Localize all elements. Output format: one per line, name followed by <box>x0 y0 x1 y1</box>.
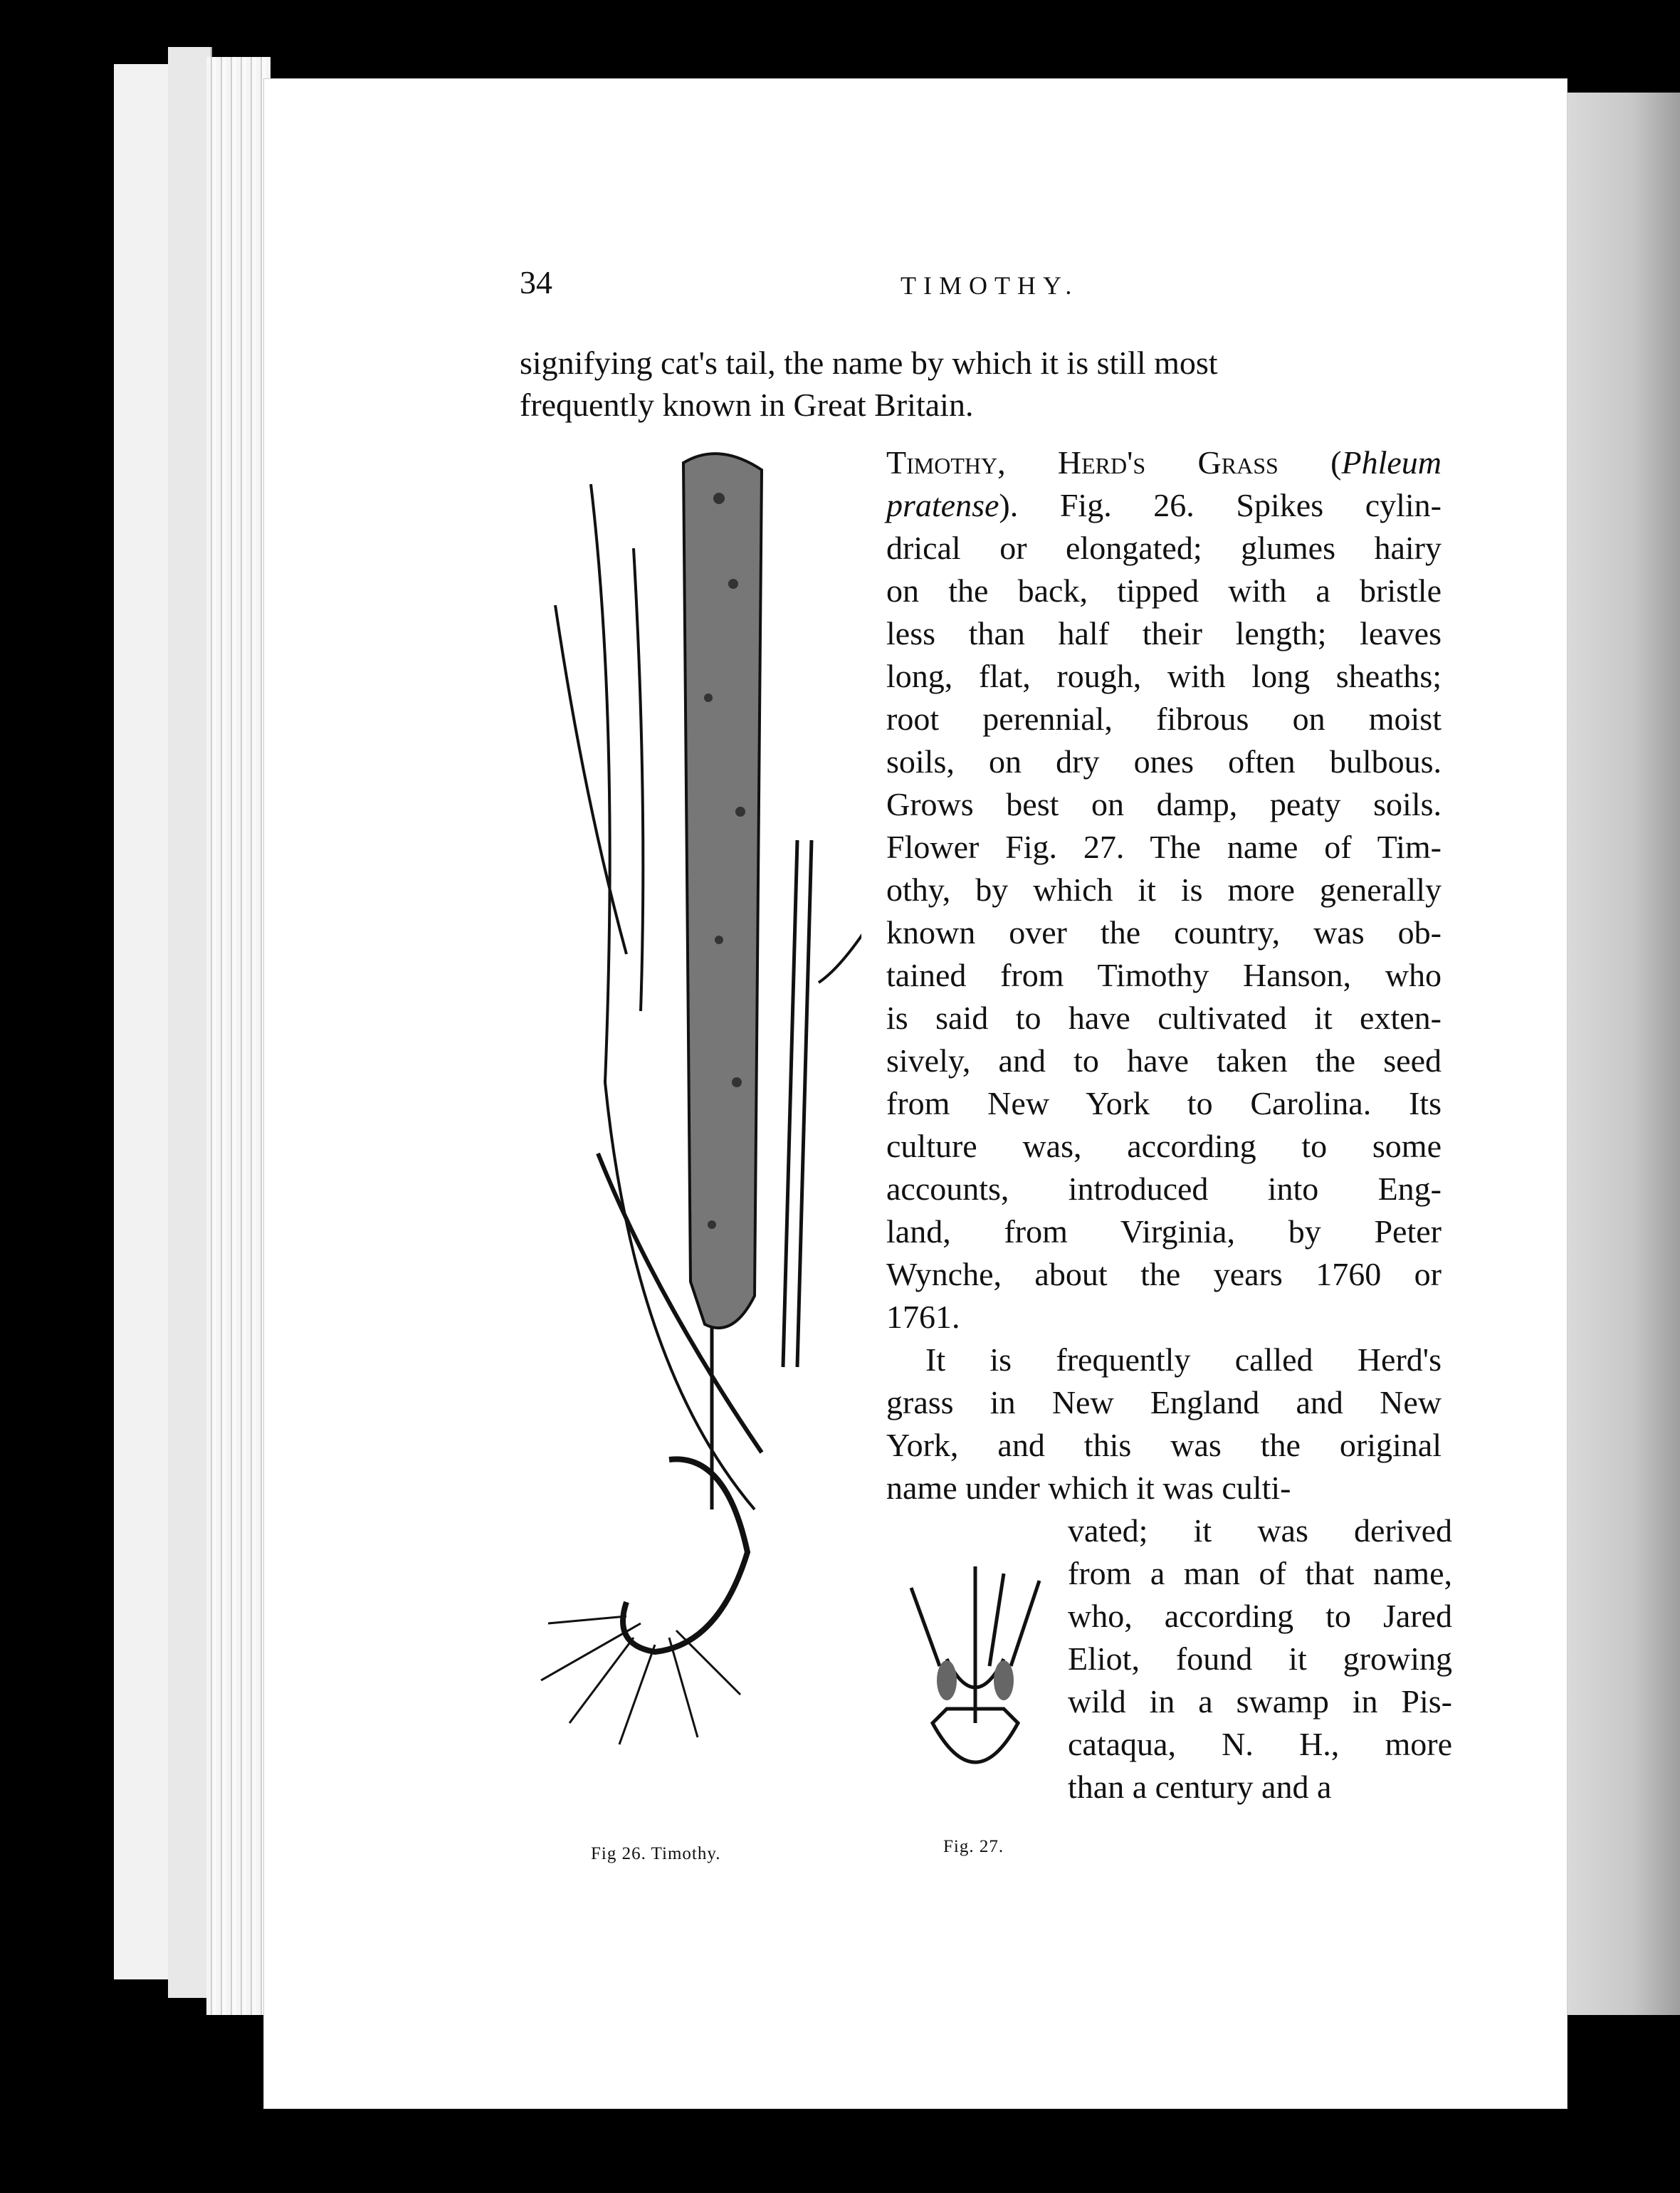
text-line: from a man of that name, <box>1068 1555 1452 1591</box>
text-line: soils, on dry ones often bulbous. <box>886 743 1442 780</box>
text-line: who, according to Jared <box>1068 1598 1452 1634</box>
text-line: othy, by which it is more generally <box>886 872 1442 908</box>
text-line: land, from Virginia, by Peter <box>886 1213 1442 1250</box>
entry-heading-line-1: Timothy, Herd's Grass (Phleum <box>886 444 1442 481</box>
entry-latin-genus: Phleum <box>1341 444 1442 481</box>
text-line: vated; it was derived <box>1068 1512 1452 1549</box>
book-edge-right <box>1559 93 1680 2015</box>
text-line: than a century and a <box>1068 1769 1332 1805</box>
intro-line-2: frequently known in Great Britain. <box>520 387 974 423</box>
fig26-caption: Fig 26. Timothy. <box>591 1844 721 1863</box>
fig26-timothy-illustration <box>527 441 861 1801</box>
text-line: Grows best on damp, peaty soils. <box>886 786 1442 822</box>
text-line: Flower Fig. 27. The name of Tim- <box>886 829 1442 865</box>
text-line: York, and this was the original <box>886 1427 1442 1463</box>
page-stack-edges <box>206 57 271 2015</box>
text-line: Eliot, found it growing <box>1068 1640 1452 1677</box>
running-head <box>520 263 1438 306</box>
text-line: name under which it was culti- <box>886 1470 1291 1506</box>
text-line: culture was, according to some <box>886 1128 1442 1164</box>
text-line: drical or elongated; glumes hairy <box>886 530 1442 566</box>
text-line: sively, and to have taken the seed <box>886 1042 1442 1079</box>
text-line: on the back, tipped with a bristle <box>886 572 1442 609</box>
entry-heading-line-2: pratense). Fig. 26. Spikes cylin- <box>886 487 1442 523</box>
text-line: tained from Timothy Hanson, who <box>886 957 1442 993</box>
text-line: root perennial, fibrous on moist <box>886 701 1442 737</box>
text-line: Wynche, about the years 1760 or <box>886 1256 1442 1292</box>
running-title: TIMOTHY. <box>901 271 1079 300</box>
intro-paragraph <box>520 342 1438 434</box>
text-line: from New York to Carolina. Its <box>886 1085 1442 1121</box>
entry-fig-reference: Fig. 26. Spikes cylin- <box>1059 487 1442 523</box>
fig27-caption: Fig. 27. <box>943 1837 1004 1856</box>
entry-heading-name: Timothy, Herd's Grass <box>886 444 1279 481</box>
text-line: long, flat, rough, with long sheaths; <box>886 658 1442 694</box>
text-line: known over the country, was ob- <box>886 914 1442 951</box>
book-edge-left <box>114 64 172 1979</box>
text-line: less than half their length; leaves <box>886 615 1442 651</box>
text-line: is said to have cultivated it exten- <box>886 1000 1442 1036</box>
fig27-flower-illustration <box>897 1559 1054 1801</box>
text-line: 1761. <box>886 1299 960 1335</box>
text-line: cataqua, N. H., more <box>1068 1726 1452 1762</box>
page-number: 34 <box>520 264 552 300</box>
book-edge-inner <box>168 47 212 1998</box>
text-line: grass in New England and New <box>886 1384 1442 1420</box>
entry-latin-species: pratense <box>886 487 999 523</box>
text-line: wild in a swamp in Pis- <box>1068 1683 1452 1720</box>
text-line: It is frequently called Herd's <box>925 1341 1442 1378</box>
intro-line-1: signifying cat's tail, the name by which it is still most <box>520 345 1218 381</box>
text-line: accounts, introduced into Eng- <box>886 1171 1442 1207</box>
